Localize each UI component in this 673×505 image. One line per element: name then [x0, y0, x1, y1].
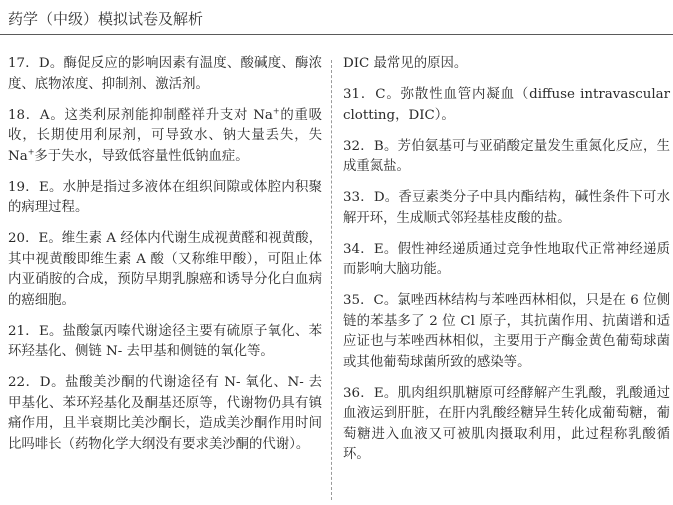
answer-33: 33．D。香豆素类分子中具内酯结构，碱性条件下可水解开环，生成顺式邻羟基桂皮酸的盐。: [343, 190, 670, 226]
answer-17: 17．D。酶促反应的影响因素有温度、酸碱度、酶浓度、底物浓度、抑制剂、激活剂。: [8, 56, 322, 92]
answer-19: 19．E。水肿是指过多液体在组织间隙或体腔内积聚的病理过程。: [8, 179, 322, 215]
header-title: 药学（中级）模拟试卷及解析: [8, 10, 204, 28]
answer-30-continued: DIC 最常见的原因。: [343, 56, 468, 71]
right-column: [343, 54, 670, 476]
answer-31: 31．C。弥散性血管内凝血（diffuse intravascular clotting，DIC）。: [343, 87, 670, 123]
answer-18: [8, 106, 322, 168]
column-divider: [331, 60, 332, 500]
answer-18-superscript-2: +: [27, 147, 35, 157]
answer-36: 36．E。肌肉组织肌糖原可经酵解产生乳酸，乳酸通过血液运到肝脏，在肝内乳酸经糖异生转化成葡萄糖，葡萄糖进入血液又可被肌肉摄取利用，此过程称乳酸循环。: [343, 385, 670, 462]
header-rule: [0, 34, 673, 35]
answer-21: 21．E。盐酸氯丙嗪代谢途径主要有硫原子氧化、苯环羟基化、侧链 N- 去甲基和侧链的氧化等。: [8, 323, 322, 359]
answer-18-part2: 的重吸收，长期使用利尿剂，可导致水、钠大量丢失，失 Na: [8, 107, 322, 164]
answer-18-superscript-1: +: [272, 106, 280, 116]
answer-18-part3: 多于失水，导致低容量性低钠血症。: [34, 148, 249, 164]
answer-18-part1: 18．A。这类利尿剂能抑制醛祥升支对 Na: [8, 107, 273, 123]
answer-20: 20．E。维生素 A 经体内代谢生成视黄醛和视黄酸，其中视黄酸即维生素 A 酸（又称维甲酸），可阻止体内亚硝胺的合成，预防早期乳腺癌和诱导分化白血病的癌细胞。: [8, 231, 322, 308]
answer-22: 22．D。盐酸美沙酮的代谢途径有 N- 氧化、N- 去甲基化、苯环羟基化及酮基还原等，代谢物仍具有镇痛作用，且半衰期比美沙酮长，造成美沙酮作用时间比吗啡长（药物化学大纲没有要求美沙酮的代谢）。: [8, 375, 322, 452]
answer-32: 32．B。芳伯氨基可与亚硝酸定量发生重氮化反应，生成重氮盐。: [343, 138, 670, 174]
answer-34: 34．E。假性神经递质通过竞争性地取代正常神经递质而影响大脑功能。: [343, 241, 670, 277]
left-column: [8, 54, 322, 466]
answer-35: 35．C。氯唑西林结构与苯唑西林相似，只是在 6 位侧链的苯基多了 2 位 Cl 原子，其抗菌作用、抗菌谱和适应证也与苯唑西林相似，主要用于产酶金黄色葡萄球菌或其他葡萄球菌所致的感染等。: [343, 293, 670, 370]
page-header: [0, 0, 673, 36]
